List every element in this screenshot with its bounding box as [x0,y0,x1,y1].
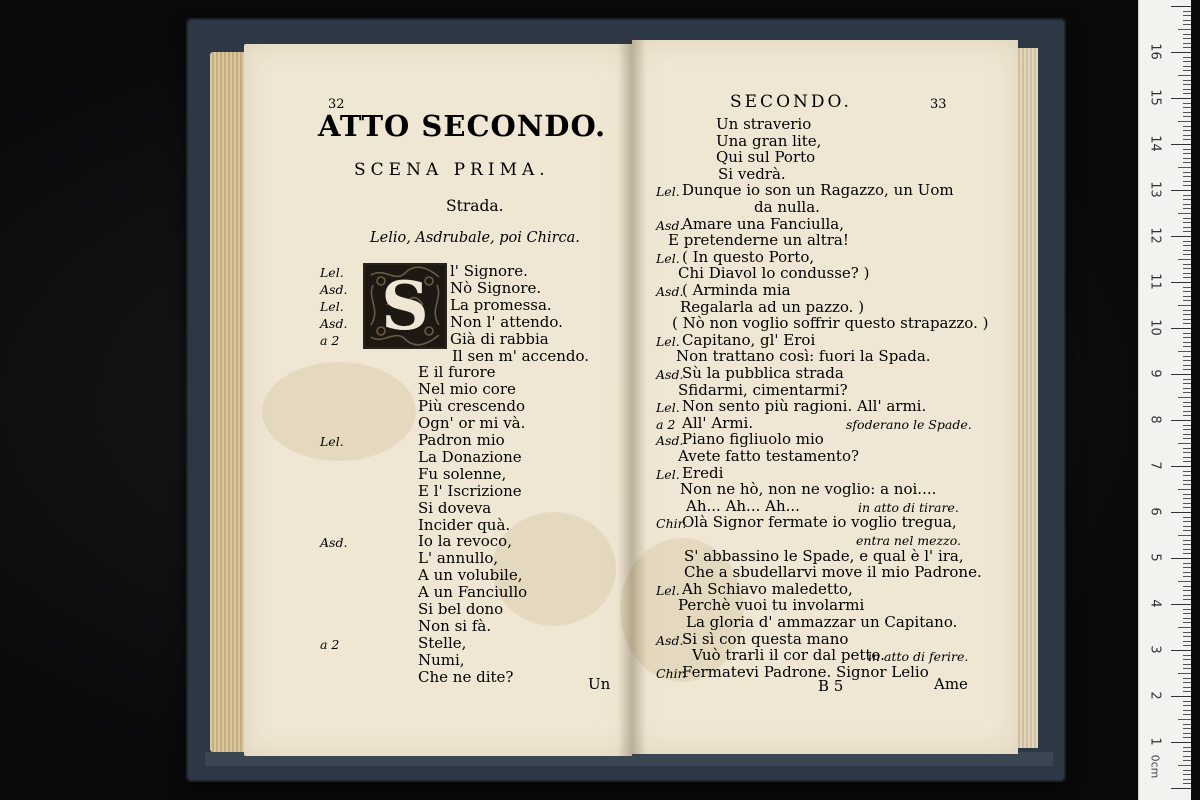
verse-line: Padron mio [418,431,505,449]
verse-line: Dunque io son un Ragazzo, un Uom [682,181,954,200]
ruler-tick [1183,250,1191,251]
verse-line: Che ne dite? [418,667,514,686]
ruler-tick [1178,29,1191,30]
ruler-tick [1183,494,1191,495]
verse-line: Fu solenne, [418,464,507,483]
verse-line: Sù la pubblica strada [682,364,844,382]
verse-line: Vuò trarli il cor dal petto. [692,646,885,665]
ruler-tick [1183,15,1191,16]
verse-line: Nò Signore. [450,278,542,297]
ruler-tick [1183,11,1191,12]
ruler-tick [1183,668,1191,669]
ruler-tick [1183,47,1191,48]
ruler-tick [1183,599,1191,600]
scene-setting: Strada. [446,197,504,215]
ruler-tick [1183,760,1191,761]
ruler-tick [1183,553,1191,554]
ruler-number: 4 [1147,599,1163,608]
ruler-number: 3 [1147,645,1163,654]
ruler-tick [1183,264,1191,265]
ruler-tick [1178,75,1191,76]
ruler-tick [1183,103,1191,104]
verse-line: l' Signore. [450,262,528,280]
ruler-tick [1183,185,1191,186]
ruler-tick [1183,411,1191,412]
verse-line: L' annullo, [418,549,499,568]
verse-line: Ah Schiavo maledetto, [682,579,853,598]
verse-line: ( Arminda mia [682,281,791,299]
verse-line: Ogn' or mi và. [418,414,526,433]
ruler-number: 16 [1147,43,1163,60]
initial-letter: S [381,267,429,345]
verse-line: Che a sbudellarvi move il mio Padrone. [684,563,982,582]
speaker-label: Asd. [320,535,348,551]
verse-line: Chi Diavol lo condusse? ) [678,264,870,283]
speaker-label: Lel. [320,265,344,280]
ruler-tick [1183,70,1191,71]
ruler-tick [1183,783,1191,784]
signature-mark: B 5 [818,677,844,695]
ruler-tick [1183,241,1191,242]
ruler-number: 10 [1147,319,1163,336]
ruler-tick [1183,779,1191,780]
ruler-tick [1183,622,1191,623]
ruler-tick [1183,89,1191,90]
verse-line: ( In questo Porto, [682,247,815,266]
ruler-tick [1183,563,1191,564]
verse-line: A un volubile, [418,566,523,585]
ruler-number: 7 [1147,461,1163,470]
ruler-tick [1183,20,1191,21]
ruler-tick [1183,687,1191,688]
speaker-label: Lel. [656,250,680,266]
ruler-tick [1183,296,1191,297]
verse-line: da nulla. [754,198,820,216]
ruler-tick [1183,705,1191,706]
ruler-number: 2 [1147,691,1163,700]
speaker-label: Asd. [656,284,684,299]
measurement-ruler [1138,0,1191,800]
verse-line: A un Fanciullo [418,583,528,602]
ruler-tick [1171,328,1191,329]
ruler-tick [1183,475,1191,476]
ruler-tick [1183,452,1191,453]
verse-line: E l' Iscrizione [418,481,522,500]
verse-line: Un straverio [716,115,812,133]
ruler-tick [1183,80,1191,81]
verse-line: Il sen m' accendo. [452,346,590,365]
ruler-tick [1183,425,1191,426]
ruler-tick [1183,714,1191,715]
ruler-tick [1178,397,1191,398]
verse-line: Non si fà. [418,616,492,635]
verse-line: Incider quà. [418,515,511,534]
ruler-tick [1183,724,1191,725]
ruler-tick [1183,567,1191,568]
ruler-tick [1183,38,1191,39]
ruler-tick [1183,388,1191,389]
stage-direction: in atto di ferire. [868,649,969,665]
verse-line: E il furore [418,363,496,382]
ruler-tick [1183,310,1191,311]
ruler-tick [1183,457,1191,458]
ruler-tick [1183,135,1191,136]
ruler-tick [1183,618,1191,619]
ruler-tick [1183,636,1191,637]
verse-line: Numi, [418,650,465,669]
ruler-tick [1178,765,1191,766]
verse-line: La Donazione [418,447,522,466]
ruler-tick [1183,517,1191,518]
ruler-tick [1183,43,1191,44]
ruler-tick [1183,645,1191,646]
ruler-tick [1183,521,1191,522]
scene-title: SCENA PRIMA. [354,160,550,180]
speaker-label: Lel. [656,333,680,349]
ruler-tick [1171,52,1191,53]
verse-line: Perchè vuoi tu involarmi [678,596,865,615]
ruler-tick [1183,130,1191,131]
ruler-tick [1183,333,1191,334]
ruler-tick [1183,503,1191,504]
ruler-tick [1183,756,1191,757]
ruler-tick [1183,751,1191,752]
ruler-tick [1171,742,1191,743]
ruler-tick [1171,190,1191,191]
ruler-tick [1183,710,1191,711]
verse-line: Non l' attendo. [450,312,563,331]
decorated-initial [363,263,447,349]
ruler-tick [1183,291,1191,292]
verse-line: Avete fatto testamento? [678,447,860,465]
ruler-tick [1178,581,1191,582]
speaker-label: Lel. [656,466,680,482]
ruler-tick [1183,540,1191,541]
ruler-tick [1183,728,1191,729]
ruler-tick [1183,176,1191,177]
ruler-tick [1183,218,1191,219]
ruler-number: 15 [1147,89,1163,106]
ruler-tick [1183,448,1191,449]
ruler-tick [1171,558,1191,559]
ruler-tick [1183,480,1191,481]
act-title: ATTO SECONDO. [318,109,607,143]
ruler-tick [1183,172,1191,173]
ruler-tick [1183,57,1191,58]
ruler-tick [1183,613,1191,614]
ruler-tick [1178,259,1191,260]
ruler-tick [1183,737,1191,738]
ruler-tick [1183,149,1191,150]
ruler-tick [1171,282,1191,283]
ruler-tick [1183,691,1191,692]
ruler-tick [1178,673,1191,674]
ruler-tick [1178,489,1191,490]
ruler-tick [1183,655,1191,656]
ruler-tick [1183,346,1191,347]
ruler-tick [1183,471,1191,472]
ruler-tick [1183,590,1191,591]
ruler-tick [1171,788,1191,789]
speaker-label: Lel. [320,298,344,314]
speaker-label: Asd. [320,315,348,331]
ruler-tick [1183,747,1191,748]
ruler-tick [1183,664,1191,665]
ruler-tick [1183,323,1191,324]
verse-line: Olà Signor fermate io voglio tregua, [682,513,957,532]
verse-line: Piano figliuolo mio [682,430,824,449]
ruler-tick [1183,112,1191,113]
verse-line: Fermatevi Padrone. Signor Lelio [682,662,929,681]
ruler-tick [1183,34,1191,35]
ruler-tick [1183,360,1191,361]
ruler-tick [1183,287,1191,288]
ruler-tick [1183,195,1191,196]
ruler-unit: 0cm [1148,754,1162,779]
verse-line: Regalarla ad un pazzo. ) [680,297,865,316]
ruler-tick [1183,181,1191,182]
ruler-tick [1171,144,1191,145]
catchword: Un [588,675,611,693]
ruler-tick [1183,402,1191,403]
ruler-tick [1183,406,1191,407]
verse-line: Già di rabbia [450,329,549,348]
ruler-number: 11 [1147,273,1163,290]
verse-line: Non trattano così: fuori la Spada. [676,347,931,366]
ruler-tick [1183,641,1191,642]
running-head: SECONDO. [730,92,852,112]
ruler-tick [1183,254,1191,255]
speaker-label: Chir. [656,516,687,532]
speaker-label: Lel. [320,434,344,449]
verse-line: Più crescendo [418,397,526,416]
ruler-tick [1183,507,1191,508]
ruler-number: 14 [1147,135,1163,152]
ruler-tick [1178,719,1191,720]
verse-line: La promessa. [450,295,552,314]
verse-line: Una gran lite, [716,131,822,150]
ruler-tick [1178,627,1191,628]
ruler-tick [1183,392,1191,393]
speaker-label: a 2 [656,416,676,432]
ruler-tick [1183,319,1191,320]
ruler-tick [1183,678,1191,679]
ruler-tick [1183,632,1191,633]
ruler-tick [1183,342,1191,343]
ruler-tick [1183,245,1191,246]
ruler-tick [1171,650,1191,651]
ruler-tick [1183,356,1191,357]
verse-line: Eredi [682,463,724,482]
speaker-label: a 2 [320,636,340,652]
ruler-tick [1183,139,1191,140]
ruler-tick [1183,498,1191,499]
ruler-tick [1183,576,1191,577]
ruler-tick [1171,98,1191,99]
verse-line: Si sì con questa mano [682,629,849,648]
verse-line: Qui sul Porto [716,148,816,167]
ruler-tick [1183,153,1191,154]
ruler-number: 1 [1147,737,1163,746]
speaker-label: a 2 [320,332,340,348]
verse-line: Io la revoco, [418,532,512,551]
ruler-tick [1178,351,1191,352]
stage-direction: entra nel mezzo. [856,533,961,548]
ruler-tick [1183,682,1191,683]
verse-line: La gloria d' ammazzar un Capitano. [686,613,958,631]
ruler-tick [1183,733,1191,734]
ruler-tick [1178,213,1191,214]
ruler-tick [1183,314,1191,315]
ruler-tick [1178,121,1191,122]
book-gutter [618,40,646,756]
ruler-tick [1183,461,1191,462]
ruler-number: 13 [1147,181,1163,198]
ruler-tick [1171,512,1191,513]
verse-line: Non ne hò, non ne voglio: a noi.... [680,480,937,499]
ruler-tick [1183,609,1191,610]
verse-line: Ah... Ah... Ah... [686,496,800,515]
ruler-number: 9 [1147,369,1163,378]
verse-line: Capitano, gl' Eroi [682,330,816,349]
ruler-tick [1183,300,1191,301]
ruler-tick [1183,379,1191,380]
ruler-tick [1183,415,1191,416]
ruler-tick [1183,162,1191,163]
speaker-label: Lel. [656,184,680,200]
ruler-tick [1178,305,1191,306]
speaker-label: Asd. [320,281,348,297]
ruler-tick [1171,466,1191,467]
ruler-tick [1183,227,1191,228]
verse-line: Si bel dono [418,600,504,618]
character-list: Lelio, Asdrubale, poi Chirca. [370,230,580,246]
ruler-tick [1183,337,1191,338]
ruler-tick [1183,383,1191,384]
ruler-tick [1171,236,1191,237]
ruler-tick [1171,6,1191,7]
ruler-tick [1183,369,1191,370]
verse-line: E pretenderne un altra! [668,231,849,250]
ruler-tick [1183,365,1191,366]
ruler-tick [1183,24,1191,25]
verse-line: Sfidarmi, cimentarmi? [678,380,848,399]
ruler-tick [1183,774,1191,775]
ruler-tick [1183,659,1191,660]
ruler-tick [1183,530,1191,531]
verse-line: Stelle, [418,633,467,652]
speaker-label: Asd. [656,433,684,449]
verse-line: Nel mio core [418,380,516,399]
ruler-tick [1183,434,1191,435]
page-number: 32 [328,97,345,112]
verse-line: Amare una Fanciulla, [682,214,845,233]
ruler-number: 5 [1147,553,1163,562]
ruler-tick [1171,604,1191,605]
ruler-tick [1183,526,1191,527]
ruler-tick [1183,107,1191,108]
ruler-tick [1183,158,1191,159]
ruler-tick [1183,549,1191,550]
ruler-tick [1183,770,1191,771]
ruler-tick [1183,544,1191,545]
ruler-tick [1183,484,1191,485]
ruler-tick [1183,438,1191,439]
ruler-tick [1171,420,1191,421]
ruler-tick [1183,268,1191,269]
ruler-tick [1178,535,1191,536]
ruler-number: 8 [1147,415,1163,424]
ruler-tick [1183,277,1191,278]
verse-line: S' abbassino le Spade, e qual è l' ira, [684,546,964,565]
speaker-label: Asd. [656,367,684,382]
ruler-tick [1183,116,1191,117]
ruler-tick [1183,222,1191,223]
speaker-label: Asd. [656,632,684,648]
ruler-tick [1178,443,1191,444]
ruler-tick [1183,84,1191,85]
ruler-tick [1171,696,1191,697]
ruler-tick [1183,208,1191,209]
verse-line: Non sento più ragioni. All' armi. [682,397,927,416]
ruler-tick [1183,199,1191,200]
speaker-label: Lel. [656,400,680,416]
speaker-label: Chir. [656,665,687,681]
ruler-number: 6 [1147,507,1163,516]
ruler-tick [1183,429,1191,430]
ruler-tick [1183,586,1191,587]
ruler-number: 12 [1147,227,1163,244]
ruler-tick [1183,66,1191,67]
verse-line: Si doveva [418,498,492,517]
catchword: Ame [934,675,968,693]
speaker-label: Lel. [656,582,680,598]
verse-line: All' Armi. [682,413,754,432]
speaker-label: Asd. [656,217,684,233]
page-number: 33 [930,97,947,112]
ruler-tick [1178,167,1191,168]
ruler-tick [1183,126,1191,127]
stage-direction: in atto di tirare. [858,499,959,515]
ruler-tick [1183,273,1191,274]
ruler-tick [1183,231,1191,232]
verse-line: Si vedrà. [718,164,786,183]
verse-line: ( Nò non voglio soffrir questo strapazzo. ) [672,314,989,333]
ruler-tick [1183,572,1191,573]
stage-direction: sfoderano le Spade. [846,416,972,432]
ruler-tick [1171,374,1191,375]
ruler-tick [1183,595,1191,596]
ruler-tick [1183,701,1191,702]
ruler-tick [1183,93,1191,94]
ruler-tick [1183,61,1191,62]
ruler-tick [1183,204,1191,205]
